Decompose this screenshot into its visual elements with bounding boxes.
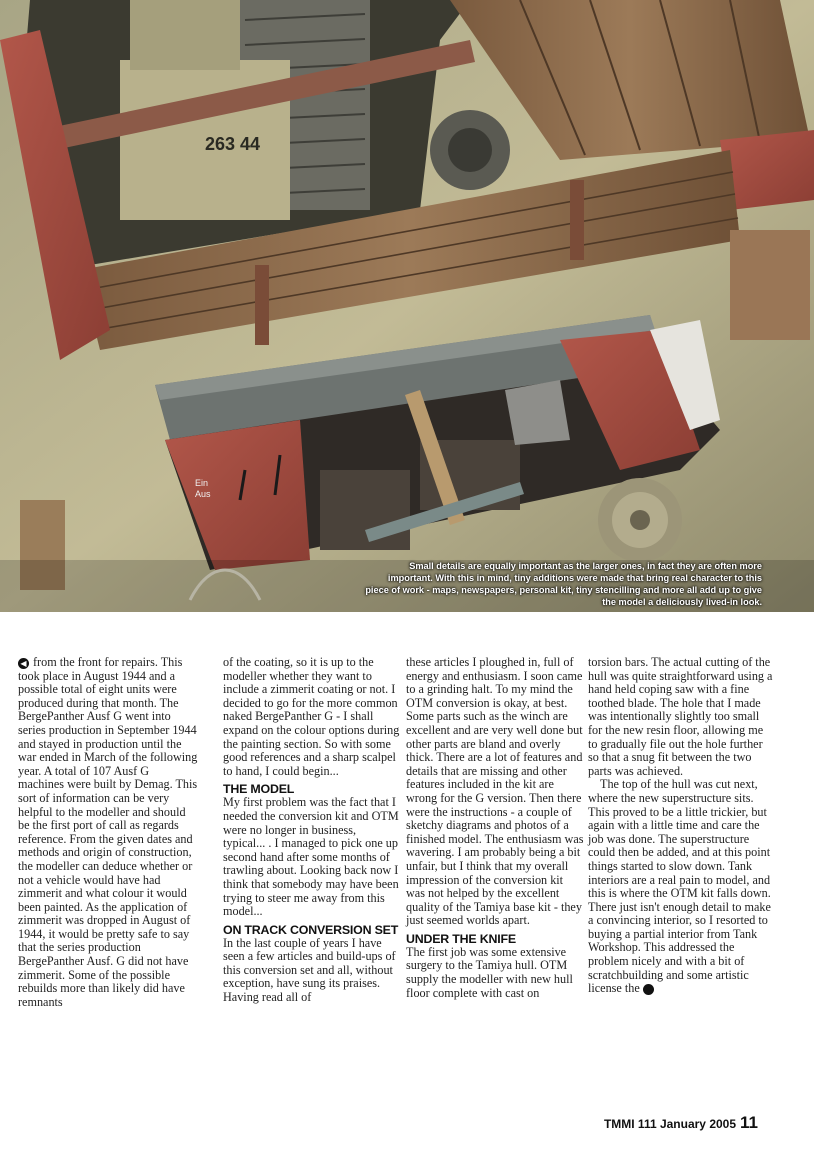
stencil-aus-label: Aus [195, 489, 211, 499]
col1-paragraph-1: from the front for repairs. This took place in August 1944 and a possible total of eight units were produced during that month. The BergePanther Ausf G went into series production in September 1944 and stayed in production until the war ended in March of the following year. A total of 107 Ausf G machines were built by Demag. This sort of information can be very helpful to the modeller and should be the first port of call as regards reference. From the given dates and methods and origin of construction, the modeller can deduce whether or not a vehicle would have had zimmerit and what colour it would been painted. As the application of zimmerit was dropped in August of 1944, it would be pretty safe to say that the series production BergePanther Ausf. G did not have zimmerit. Some of the possible rebuilds more than likely did have remnants [18, 655, 198, 1009]
col2-paragraph-2: My first problem was the fact that I needed the conversion kit and OTM were no longer in business, typical... . I managed to pick one up second hand after some months of trawling about. Looking back now I think that somebody may have been trying to steer me away from this model... [223, 795, 399, 919]
heading-the-model: THE MODEL [223, 782, 295, 797]
article-column-3 [406, 656, 584, 1000]
page-footer [604, 1113, 758, 1133]
heading-under-the-knife: UNDER THE KNIFE [406, 931, 516, 946]
article-column-1 [18, 656, 198, 1009]
col4-paragraph-1: torsion bars. The actual cutting of the hull was quite straightforward using a hand held coping saw with a fine toothed blade. The hole that I made was intentionally slightly too small for the new resin floor, allowing me to gradually file out the hole further so that a snug fit between the two parts was achieved. [588, 655, 773, 778]
col2-paragraph-3: In the last couple of years I have seen a few articles and build-ups of this conversion set and all, without exception, have sung its praises. Having read all of [223, 935, 396, 1005]
photo-caption: Small details are equally important as the larger ones, in fact they are often more important. With this in mind, tiny additions were made that bring real character to this piece of work - maps, newspapers, personal kit, tiny stencilling and more all add up to give the model a deliciously lived-in look. [365, 561, 762, 607]
col4-paragraph-2: The top of the hull was cut next, where the new superstructure sits. This proved to be a little trickier, but again with a little time and care the job was done. The superstructure could then be added, and at this point things started to slow down. Tank interiors are a real pain to model, and this is where the OTM kit falls down. There just isn't enough detail to make a convincing interior, so I resorted to buying a partial interior from Tank Workshop. This addressed the problem nicely and with a bit of scratchbuilding and some artistic license the [588, 777, 771, 996]
heading-on-track-conversion-set: ON TRACK CONVERSION SET [223, 922, 399, 937]
continued-arrow-icon: ◀ [18, 658, 29, 669]
stencil-number: 263 44 [205, 134, 261, 154]
stencil-ein-label: Ein [195, 478, 209, 488]
continue-arrow-icon: ▶ [643, 984, 654, 995]
col3-paragraph-1: these articles I ploughed in, full of energy and enthusiasm. I soon came to a grinding halt. To my mind the OTM conversion is okay, at best. Some parts such as the winch are excellent and are very well done but other parts are bland and overly thick. There are a lot of features and details that are missing and other features included in the kit are wrong for the G version. Then there were the instructions - a couple of sketchy diagrams and photos of a finished model. The enthusiasm was wavering. I am probably being a bit unfair, but I think that my overall impression of the conversion kit was not helped by the excellent quality of the Tamiya base kit - they just seemed worlds apart. [406, 655, 584, 928]
article-column-4 [588, 656, 773, 996]
page-number: 11 [740, 1113, 758, 1132]
col3-paragraph-2: The first job was some extensive surgery to the Tamiya hull. OTM supply the modeller with new hull floor complete with cast on [406, 944, 573, 1000]
col2-paragraph-1: of the coating, so it is up to the modeller whether they want to include a zimmerit coating or not. I decided to go for the more common naked BergePanther G - I shall expand on the colour options during the painting section. So with some good references and a sharp scalpel to hand, I could begin... [223, 655, 400, 778]
article-column-2 [223, 656, 401, 1005]
article-body [18, 656, 778, 1094]
magazine-issue: TMMI 111 January 2005 [603, 1117, 737, 1131]
